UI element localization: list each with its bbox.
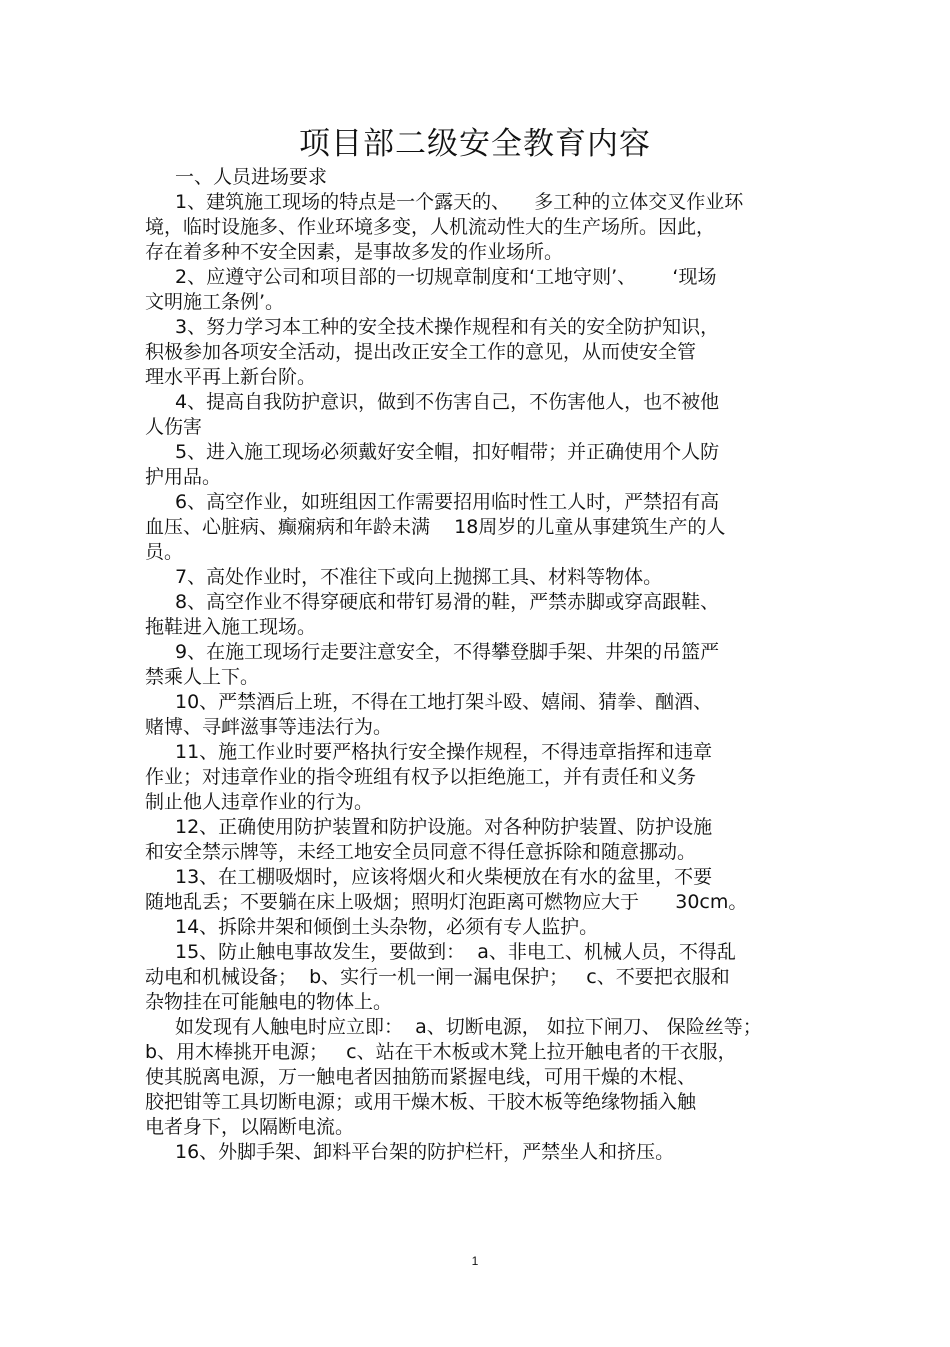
text-line: 制止他人违章作业的行为。	[145, 791, 374, 813]
text-line: 如发现有人触电时应立即： a、切断电源， 如拉下闸刀、 保险丝等；	[175, 1016, 762, 1038]
text-line: 杂物挂在可能触电的物体上。	[145, 991, 393, 1013]
text-line: 作业；对违章作业的指令班组有权予以拒绝施工，并有责任和义务	[145, 766, 697, 788]
text-line: 理水平再上新台阶。	[145, 366, 317, 388]
document-title: 项目部二级安全教育内容	[299, 126, 651, 162]
text-line: 9、在施工现场行走要注意安全，不得攀登脚手架、井架的吊篮严	[175, 641, 720, 663]
text-line: 15、防止触电事故发生，要做到： a、非电工、机械人员，不得乱	[175, 941, 736, 963]
text-line: 11、施工作业时要严格执行安全操作规程，不得违章指挥和违章	[175, 741, 713, 763]
text-line: 3、努力学习本工种的安全技术操作规程和有关的安全防护知识，	[175, 316, 720, 338]
text-line: 积极参加各项安全活动，提出改正安全工作的意见，从而使安全管	[145, 341, 697, 363]
text-line: 和安全禁示牌等，未经工地安全员同意不得任意拆除和随意挪动。	[145, 841, 697, 863]
page-number: 1	[471, 1254, 479, 1268]
text-line: 随地乱丢；不要躺在床上吸烟；照明灯泡距离可燃物应大于 30cm。	[145, 891, 748, 913]
text-line: 禁乘人上下。	[145, 666, 260, 688]
text-line: 护用品。	[145, 466, 222, 488]
text-line: 拖鞋进入施工现场。	[145, 616, 317, 638]
text-line: 1、建筑施工现场的特点是一个露天的、 多工种的立体交叉作业环	[175, 191, 744, 213]
text-line: 动电和机械设备； b、实行一机一闸一漏电保护； c、不要把衣服和	[145, 966, 730, 988]
text-line: 7、高处作业时，不准往下或向上抛掷工具、材料等物体。	[175, 566, 663, 588]
text-line: 存在着多种不安全因素，是事故多发的作业场所。	[145, 241, 564, 263]
text-line: 10、严禁酒后上班，不得在工地打架斗殴、嬉闹、猜拳、酗酒、	[175, 691, 713, 713]
text-line: 8、高空作业不得穿硬底和带钉易滑的鞋，严禁赤脚或穿高跟鞋、	[175, 591, 720, 613]
text-line: 人伤害	[145, 416, 203, 438]
text-line: 14、拆除井架和倾倒土头杂物，必须有专人监护。	[175, 916, 599, 938]
text-line: 16、外脚手架、卸料平台架的防护栏杆，严禁坐人和挤压。	[175, 1141, 675, 1163]
text-line: 4、提高自我防护意识，做到不伤害自己，不伤害他人，也不被他	[175, 391, 720, 413]
text-line: 12、正确使用防护装置和防护设施。对各种防护装置、防护设施	[175, 816, 713, 838]
text-line: 13、在工棚吸烟时，应该将烟火和火柴梗放在有水的盆里，不要	[175, 866, 713, 888]
text-line: 6、高空作业，如班组因工作需要招用临时性工人时，严禁招有高	[175, 491, 720, 513]
text-line: 使其脱离电源，万一触电者因抽筋而紧握电线，可用干燥的木棍、	[145, 1066, 697, 1088]
document-body	[145, 165, 825, 1165]
text-line: 文明施工条例’。	[145, 291, 285, 313]
text-line: 境，临时设施多、作业环境多变，人机流动性大的生产场所。因此，	[145, 216, 716, 238]
text-line: 赌博、寻衅滋事等违法行为。	[145, 716, 393, 738]
text-line: 电者身下，以隔断电流。	[145, 1116, 355, 1138]
text-line: 2、应遵守公司和项目部的一切规章制度和‘工地守则’、 ‘现场	[175, 266, 717, 288]
text-line: 一、人员进场要求	[175, 166, 328, 188]
text-line: 胶把钳等工具切断电源；或用干燥木板、干胶木板等绝缘物插入触	[145, 1091, 697, 1113]
text-line: 5、进入施工现场必须戴好安全帽，扣好帽带；并正确使用个人防	[175, 441, 720, 463]
text-line: 血压、心脏病、癫痫病和年龄未满 18周岁的儿童从事建筑生产的人	[145, 516, 726, 538]
text-line: b、用木棒挑开电源； c、站在干木板或木凳上拉开触电者的干衣服，	[145, 1041, 737, 1063]
text-line: 员。	[145, 541, 184, 563]
